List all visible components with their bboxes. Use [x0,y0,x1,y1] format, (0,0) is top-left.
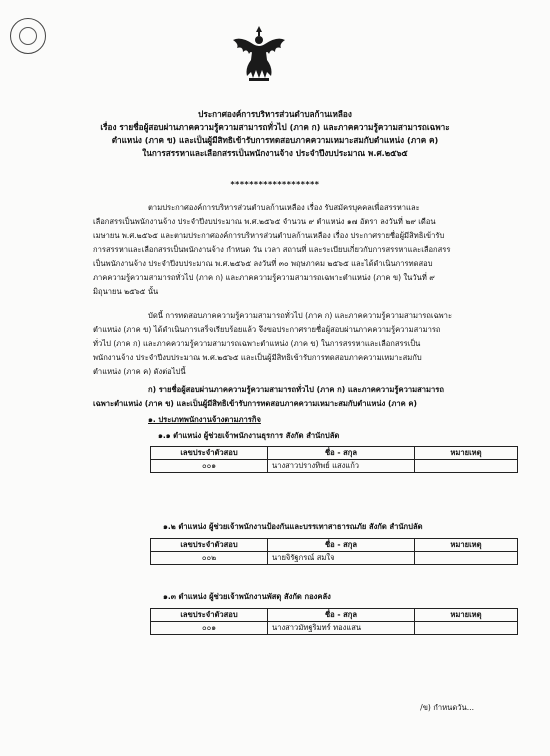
table-header-row [151,609,518,622]
table-row [151,460,518,473]
col-header-id: เลขประจำตัวสอบ [151,539,268,552]
col-header-id: เลขประจำตัวสอบ [151,609,268,622]
note-cell [415,460,518,473]
exam-id-cell: ๐๐๑ [151,622,268,635]
subject-line-3: ในการสรรหาและเลือกสรรเป็นพนักงานจ้าง ประจำปีงบประมาณ พ.ศ.๒๕๖๕ [142,148,408,158]
candidate-name-cell: นางสาวมัทฐริมทร์ ทองแสน [268,622,415,635]
exam-id-cell: ๐๐๒ [151,552,268,565]
candidate-name-cell: นางสาวปรางทิพย์ แสงแก้ว [268,460,415,473]
table-header-row [151,447,518,460]
subject-line-1: เรื่อง รายชื่อผู้สอบผ่านภาคความรู้ความสามารถทั่วไป (ภาค ก) และภาคความรู้ความสามารถเฉพาะ [100,122,450,132]
col-header-note: หมายเหตุ [415,447,518,460]
para1-line: มิถุนายน ๒๕๖๕ นั้น [93,287,159,296]
table-header-row [151,539,518,552]
para1-line: เป็นพนักงานจ้าง ประจำปีงบประมาณ พ.ศ.๒๕๖๕ ลงวันที่ ๓๐ พฤษภาคม ๒๕๖๕ และได้ดำเนินการทดสอบ [93,259,433,268]
para1-line: การสรรหาและเลือกสรรเป็นพนักงานจ้าง กำหนด วัน เวลา สถานที่ และระเบียบเกี่ยวกับการสรรหาและเลือกสรร [93,245,451,254]
candidate-table [150,608,518,635]
garuda-emblem-icon [229,22,289,84]
col-header-note: หมายเหตุ [415,609,518,622]
position-title: ๑.๒ ตำแหน่ง ผู้ช่วยเจ้าพนักงานป้องกันและบรรเทาสาธารณภัย สังกัด สำนักปลัด [163,522,423,531]
table-row [151,552,518,565]
col-header-name: ชื่อ - สกุล [268,447,415,460]
position-title: ๑.๓ ตำแหน่ง ผู้ช่วยเจ้าพนักงานพัสดุ สังกัด กองคลัง [163,592,331,601]
para2-line: ตำแหน่ง (ภาค ค) ดังต่อไปนี้ [93,367,186,376]
para2-line: บัดนี้ การทดสอบภาคความรู้ความสามารถทั่วไป (ภาค ก) และภาคความรู้ความสามารถเฉพาะ [148,311,453,320]
candidate-table [150,538,518,565]
note-cell [415,622,518,635]
para2-line: ตำแหน่ง (ภาค ข) ได้ดำเนินการเสร็จเรียบร้อยแล้ว จึงขอประกาศรายชื่อผู้สอบผ่านภาคความรู้ความสามารถ [93,325,441,334]
table-row [151,622,518,635]
para2-line: ทั่วไป (ภาค ก) และภาคความรู้ความสามารถเฉพาะตำแหน่ง (ภาค ข) ในการสรรหาและเลือกสรรเป็น [93,339,421,348]
note-cell [415,552,518,565]
continuation-footer: /ข) กำหนดวัน... [420,703,474,712]
col-header-id: เลขประจำตัวสอบ [151,447,268,460]
position-title: ๑.๑ ตำแหน่ง ผู้ช่วยเจ้าพนักงานธุรการ สังกัด สำนักปลัด [158,431,340,440]
col-header-name: ชื่อ - สกุล [268,609,415,622]
separator-stars: ******************* [230,180,320,189]
announcement-title: ประกาศองค์การบริหารส่วนตำบลก้านเหลือง [198,109,352,119]
candidate-table [150,446,518,473]
section-title-line: ก) รายชื่อผู้สอบผ่านภาคความรู้ความสามารถทั่วไป (ภาค ก) และภาคความรู้ความสามารถ [148,385,444,394]
para1-line: ตามประกาศองค์การบริหารส่วนตำบลก้านเหลือง เรื่อง รับสมัครบุคคลเพื่อสรรหาและ [148,203,420,212]
col-header-note: หมายเหตุ [415,539,518,552]
exam-id-cell: ๐๐๑ [151,460,268,473]
para1-line: ภาคความรู้ความสามารถทั่วไป (ภาค ก) และภาคความรู้ความสามารถเฉพาะตำแหน่ง (ภาค ข) ในวันที่ ๙ [93,273,435,282]
candidate-name-cell: นายจิรัฐกรณ์ สมใจ [268,552,415,565]
section-title-line: เฉพาะตำแหน่ง (ภาค ข) และเป็นผู้มีสิทธิเข้ารับการทดสอบภาคความเหมาะสมกับตำแหน่ง (ภาค ค) [93,399,417,408]
para1-line: เมษายน พ.ศ.๒๕๖๕ และตามประกาศองค์การบริหารส่วนตำบลก้านเหลือง เรื่อง ประกาศรายชื่อผู้มีสิทธิเข้ารับ [93,231,445,240]
organization-seal-icon [10,18,46,54]
subject-line-2: ตำแหน่ง (ภาค ข) และเป็นผู้มีสิทธิเข้ารับการทดสอบภาคความเหมาะสมกับตำแหน่ง (ภาค ค) [111,135,439,145]
para1-line: เลือกสรรเป็นพนักงานจ้าง ประจำปีงบประมาณ พ.ศ.๒๕๖๕ จำนวน ๙ ตำแหน่ง ๑๗ อัตรา ลงวันที่ ๒๙ เดือน [93,217,436,226]
subsection-heading: ๑. ประเภทพนักงานจ้างตามภารกิจ [148,415,261,424]
col-header-name: ชื่อ - สกุล [268,539,415,552]
para2-line: พนักงานจ้าง ประจำปีงบประมาณ พ.ศ.๒๕๖๕ และเป็นผู้มีสิทธิเข้ารับการทดสอบภาคความเหมาะสมกับ [93,353,422,362]
